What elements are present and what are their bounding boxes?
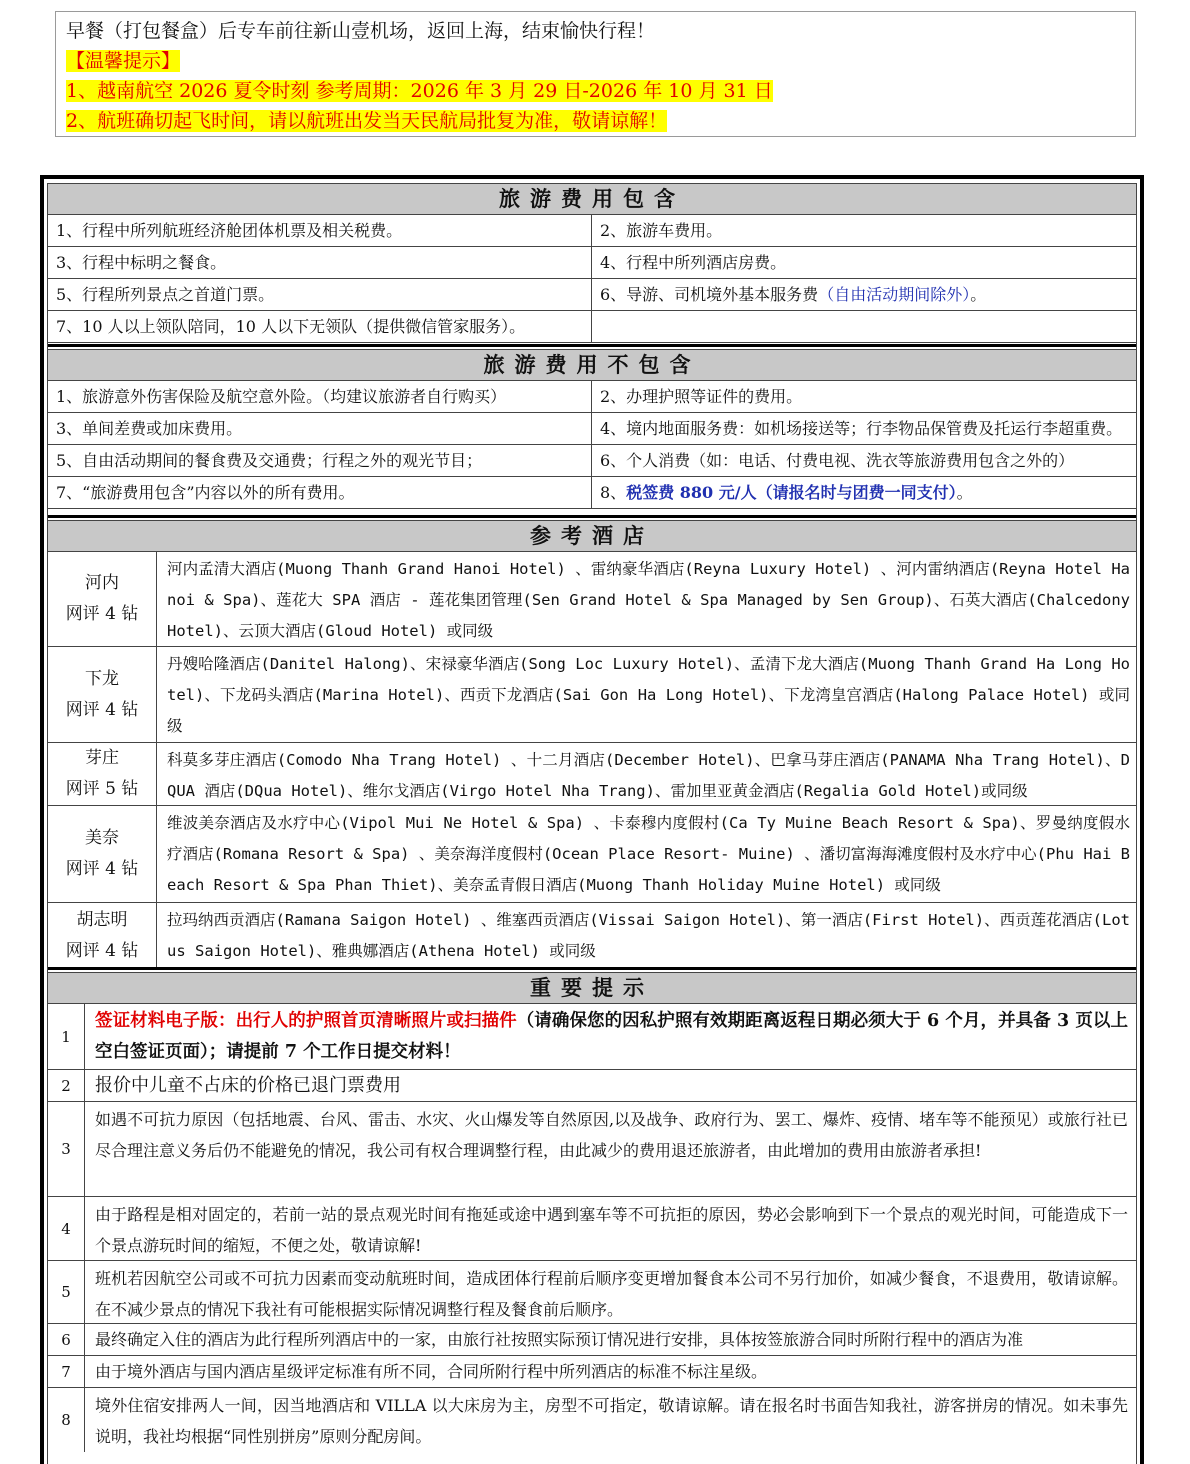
hotel-list: 河内孟清大酒店(Muong Thanh Grand Hanoi Hotel) 、雷纳豪华酒店(Reyna Luxury Hotel) 、河内雷纳酒店(Reyna Hotel Hanoi & Spa)、莲花大 SPA 酒店 - 莲花集团管理(Sen Grand Hotel & Spa Managed by Sen Group)、石英大酒店(Chalcedony Hotel)、云顶大酒店(Gloud Hotel) 或同级 — [167, 560, 1130, 640]
hotel-row — [48, 743, 1136, 806]
note-row — [48, 1388, 1136, 1452]
hotel-city: 芽庄 — [85, 748, 119, 768]
note-number: 8 — [48, 1388, 85, 1452]
tips-title: 【温馨提示】 — [66, 50, 181, 72]
hotel-rating: 网评 4 钻 — [65, 859, 139, 879]
note-text: 境外住宿安排两人一间，因当地酒店和 VILLA 以大床房为主，房型不可指定，敬请谅解。请在报名时书面告知我社，游客拼房的情况。如未事先说明，我社均根据“同性别拼房”原则分配房间。 — [95, 1396, 1128, 1446]
hotel-list: 拉玛纳西贡酒店(Ramana Saigon Hotel) 、维塞西贡酒店(Vissai Saigon Hotel)、第一酒店(First Hotel)、西贡莲花酒店(Lotus Saigon Hotel)、雅典娜酒店(Athena Hotel) 或同级 — [167, 911, 1130, 960]
excluded-item: 7、“旅游费用包含”内容以外的所有费用。 — [48, 477, 592, 509]
note-text: 由于路程是相对固定的，若前一站的景点观光时间有拖延或途中遇到塞车等不可抗拒的原因，势必会影响到下一个景点的观光时间，可能造成下一个景点游玩时间的缩短，不便之处，敬请谅解! — [95, 1205, 1128, 1255]
note-number: 1 — [48, 1004, 85, 1069]
excluded-item — [592, 477, 1136, 509]
note-text: 如遇不可抗力原因（包括地震、台风、雷击、水灾、火山爆发等自然原因,以及战争、政府行为、罢工、爆炸、疫情、堵车等不能预见）或旅行社已尽合理注意义务后仍不能避免的情况，我公司有权合理调整行程，由此减少的费用退还旅游者，由此增加的费用由旅游者承担! — [95, 1110, 1128, 1160]
note-text: 班机若因航空公司或不可抗力因素而变动航班时间，造成团体行程前后顺序变更增加餐食本公司不另行加价，如减少餐食，不退费用，敬请谅解。在不减少景点的情况下我社有可能根据实际情况调整行程及餐食前后顺序。 — [95, 1269, 1128, 1319]
note-row — [48, 1356, 1136, 1388]
excluded-item: 5、自由活动期间的餐食费及交通费；行程之外的观光节目； — [48, 445, 592, 477]
hotel-list: 丹嫂哈隆酒店(Danitel Halong)、宋禄豪华酒店(Song Loc Luxury Hotel)、孟清下龙大酒店(Muong Thanh Grand Ha Long Hotel)、下龙码头酒店(Marina Hotel)、西贡下龙酒店(Sai Gon Ha Long Hotel)、下龙湾皇宫酒店(Halong Palace Hotel) 或同级 — [167, 655, 1130, 735]
tip-departure-time: 2、航班确切起飞时间，请以航班出发当天民航局批复为准，敬请谅解！ — [66, 110, 668, 132]
note-row — [48, 1102, 1136, 1197]
excluded-item: 6、个人消费（如：电话、付费电视、洗衣等旅游费用包含之外的） — [592, 445, 1136, 477]
included-item: 2、旅游车费用。 — [592, 215, 1136, 247]
note-row — [48, 1004, 1136, 1070]
hotel-row — [48, 806, 1136, 903]
note-number: 7 — [48, 1356, 85, 1387]
hotel-city: 胡志明 — [76, 909, 128, 930]
note-text: 报价中儿童不占床的价格已退门票费用 — [95, 1075, 401, 1096]
note-number: 4 — [48, 1197, 85, 1260]
note-number: 5 — [48, 1261, 85, 1323]
note-row — [48, 1324, 1136, 1356]
hotel-rating: 网评 4 钻 — [65, 699, 139, 720]
excluded-title: 旅游费用不包含 — [48, 349, 1136, 381]
included-item-6-label: 6、导游、司机境外基本服务费 — [600, 285, 819, 304]
included-title: 旅游费用包含 — [48, 184, 1136, 215]
note-text: 由于境外酒店与国内酒店星级评定标准有所不同，合同所附行程中所列酒店的标准不标注星级。 — [95, 1362, 768, 1381]
breakfast-departure-line: 早餐（打包餐盒）后专车前往新山壹机场，返回上海，结束愉快行程！ — [66, 20, 656, 42]
included-item: 1、行程中所列航班经济舱团体机票及相关税费。 — [48, 215, 592, 247]
excluded-item: 3、单间差费或加床费用。 — [48, 413, 592, 445]
note-row — [48, 1197, 1136, 1261]
hotel-row — [48, 552, 1136, 647]
visa-fee-note: 税签费 880 元/人（请报名时与团费一同支付） — [626, 483, 957, 502]
tip-flight-schedule: 1、越南航空 2026 夏令时刻 参考周期：2026 年 3 月 29 日-2026 年 10 月 31 日 — [66, 80, 773, 102]
included-item — [592, 279, 1136, 311]
hotel-rating: 网评 5 钻 — [65, 779, 139, 799]
visa-material-detail: （请确保您的因私护照有效期距离返程日期必须大于 6 个月，并具备 3 页以上空白签证页面）；请提前 7 个工作日提交材料！ — [95, 1011, 1128, 1062]
hotels-title: 参考酒店 — [48, 520, 1136, 552]
section-divider — [48, 515, 1136, 518]
hotel-city: 美奈 — [85, 828, 119, 848]
excluded-item: 2、办理护照等证件的费用。 — [592, 381, 1136, 413]
visa-material-highlight: 签证材料电子版：出行人的护照首页清晰照片或扫描件 — [95, 1011, 517, 1031]
included-item-6-note: （自由活动期间除外） — [818, 285, 971, 304]
hotel-city: 下龙 — [85, 668, 119, 689]
hotel-city: 河内 — [85, 573, 119, 593]
excluded-item: 4、境内地面服务费：如机场接送等；行李物品保管费及托运行李超重费。 — [592, 413, 1136, 445]
note-row — [48, 1261, 1136, 1324]
itinerary-end-box — [55, 11, 1136, 137]
included-section — [48, 184, 1136, 343]
included-item: 5、行程所列景点之首道门票。 — [48, 279, 592, 311]
included-item-empty — [592, 311, 1136, 343]
note-row — [48, 1070, 1136, 1102]
included-item: 4、行程中所列酒店房费。 — [592, 247, 1136, 279]
excluded-item-8-end: 。 — [956, 483, 973, 502]
included-item-6-end: 。 — [970, 285, 987, 304]
hotel-rating: 网评 4 钻 — [65, 604, 139, 624]
hotel-list: 科莫多芽庄酒店(Comodo Nha Trang Hotel) 、十二月酒店(December Hotel)、巴拿马芽庄酒店(PANAMA Nha Trang Hotel)、DQUA 酒店(DQua Hotel)、维尔戈酒店(Virgo Hotel Nha Trang)、雷加里亚黄金酒店(Regalia Gold Hotel)或同级 — [167, 751, 1130, 800]
excluded-section — [48, 349, 1136, 509]
hotel-rating: 网评 4 钻 — [65, 940, 139, 961]
note-number: 3 — [48, 1102, 85, 1196]
included-item: 7、10 人以上领队陪同，10 人以下无领队（提供微信管家服务）。 — [48, 311, 592, 343]
notes-section — [48, 972, 1136, 1452]
main-table-frame — [40, 175, 1144, 1464]
hotel-list: 维波美奈酒店及水疗中心(Vipol Mui Ne Hotel & Spa) 、卡泰穆内度假村(Ca Ty Muine Beach Resort & Spa)、罗曼纳度假水疗酒店(Romana Resort & Spa) 、美奈海洋度假村(Ocean Place Resort- Muine) 、潘切富海海滩度假村及水疗中心(Phu Hai Beach Resort & Spa Phan Thiet)、美奈孟青假日酒店(Muong Thanh Holiday Muine Hotel) 或同级 — [167, 814, 1130, 894]
excluded-item: 1、旅游意外伤害保险及航空意外险。（均建议旅游者自行购买） — [48, 381, 592, 413]
section-divider — [48, 967, 1136, 970]
excluded-item-8-label: 8、 — [600, 483, 627, 502]
hotel-row — [48, 903, 1136, 968]
hotel-row — [48, 647, 1136, 743]
notes-title: 重要提示 — [48, 972, 1136, 1004]
hotels-section — [48, 520, 1136, 968]
section-divider — [48, 344, 1136, 347]
note-number: 2 — [48, 1070, 85, 1101]
included-item: 3、行程中标明之餐食。 — [48, 247, 592, 279]
note-text: 最终确定入住的酒店为此行程所列酒店中的一家，由旅行社按照实际预订情况进行安排，具体按签旅游合同时所附行程中的酒店为准 — [95, 1330, 1024, 1349]
note-number: 6 — [48, 1324, 85, 1355]
